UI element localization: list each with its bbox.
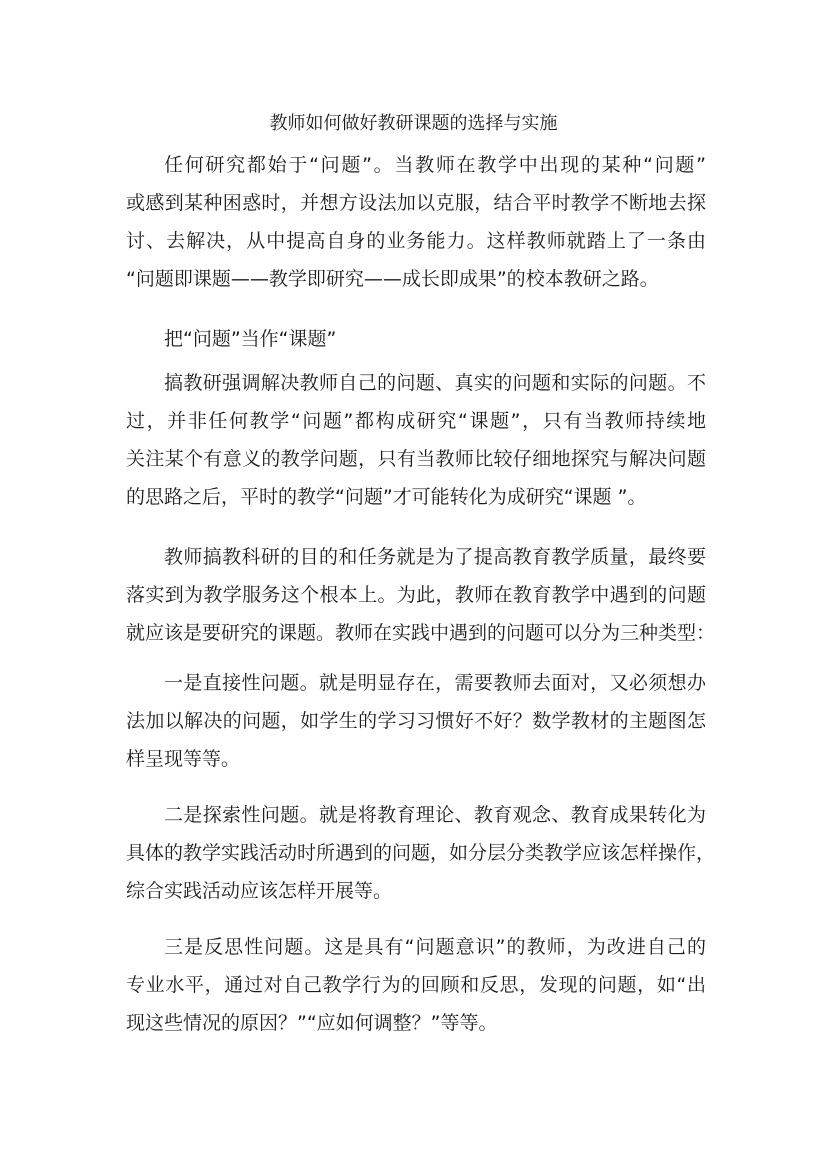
paragraph-line: 过，并非任何教学“问题”都构成研究“课题”，只有当教师持续地 [126,410,706,432]
paragraph-line: 就应该是要研究的课题。教师在实践中遇到的问题可以分为三种类型： [126,622,716,644]
paragraph-line: 落实到为教学服务这个根本上。为此，教师在教育教学中遇到的问题 [126,584,706,606]
paragraph-line: 样呈现等等。 [126,748,241,770]
paragraph-3 [126,364,706,516]
paragraph-line: 讨、去解决，从中提高自身的业务能力。这样教师就踏上了一条由 [126,230,706,252]
paragraph-line: 或感到某种困惑时，并想方设法加以克服，结合平时教学不断地去探 [126,192,706,214]
paragraph-line: 具体的教学实践活动时所遇到的问题，如分层分类教学应该怎样操作， [126,842,716,864]
paragraph-line: 二是探索性问题。就是将教育理论、教育观念、教育成果转化为 [164,804,706,826]
paragraph-line: 关注某个有意义的教学问题，只有当教师比较仔细地探究与解决问题 [126,448,706,470]
paragraph-line: 综合实践活动应该怎样开展等。 [126,880,393,902]
paragraph-7 [126,928,706,1042]
paragraph-6 [126,796,716,910]
paragraph-line: “问题即课题——教学即研究——成长即成果”的校本教研之路。 [126,268,659,290]
paragraph-5 [126,664,706,778]
paragraph-1 [126,146,706,298]
paragraph-line: 三是反思性问题。这是具有“问题意识”的教师，为改进自己的 [164,936,706,958]
paragraph-line: 任何研究都始于“问题”。当教师在教学中出现的某种“问题” [164,154,706,176]
document-title: 教师如何做好教研课题的选择与实施 [269,113,558,134]
paragraph-line: 现这些情况的原因？”“应如何调整？”等等。 [126,1012,498,1034]
paragraph-line: 一是直接性问题。就是明显存在，需要教师去面对，又必须想办 [164,672,706,694]
paragraph-line: 教师搞教科研的目的和任务就是为了提高教育教学质量，最终要 [164,546,706,568]
section-heading: 把“问题”当作“课题” [164,328,337,350]
paragraph-4 [126,538,716,652]
paragraph-line: 法加以解决的问题，如学生的学习习惯好不好？数学教材的主题图怎 [126,710,706,732]
paragraph-line: 搞教研强调解决教师自己的问题、真实的问题和实际的问题。不 [164,372,706,394]
paragraph-line: 的思路之后，平时的教学“问题”才可能转化为成研究“课题 ”。 [126,486,647,508]
paragraph-2 [126,320,706,358]
paragraph-line: 专业水平，通过对自己教学行为的回顾和反思，发现的问题，如“出 [126,974,706,996]
